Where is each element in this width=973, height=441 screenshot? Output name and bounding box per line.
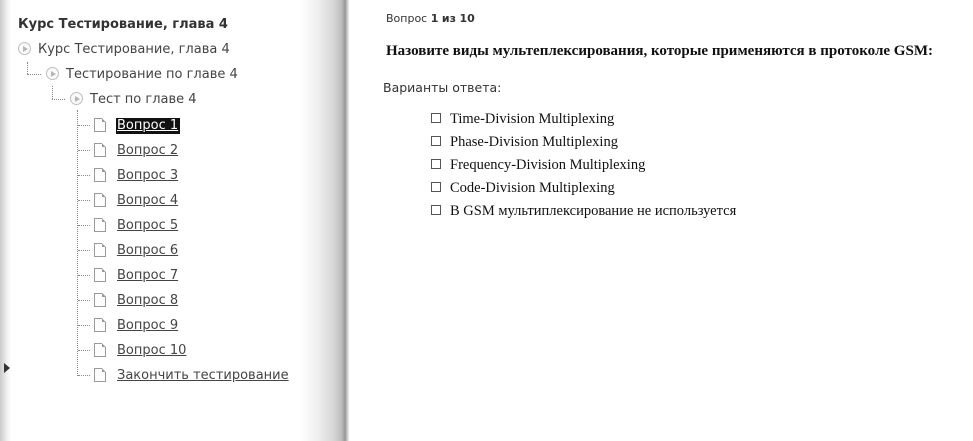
question-text: Назовите виды мультеплексирования, которые применяются в протоколе GSM:: [386, 43, 933, 59]
answer-label[interactable]: Time-Division Multiplexing: [450, 111, 615, 127]
tree-connector: [78, 150, 90, 151]
tree-connector: [78, 250, 90, 251]
play-circle-icon: [18, 42, 31, 55]
tree-connector: [78, 325, 90, 326]
answer-label[interactable]: Code-Division Multiplexing: [450, 180, 615, 196]
question-link-4[interactable]: Вопрос 4: [117, 193, 179, 208]
question-link-2[interactable]: Вопрос 2: [117, 143, 179, 158]
tree-connector: [78, 375, 90, 376]
answer-checkbox[interactable]: [431, 205, 441, 215]
question-link-7[interactable]: Вопрос 7: [117, 268, 179, 283]
answer-label[interactable]: Phase-Division Multiplexing: [450, 134, 618, 150]
document-icon: [94, 368, 106, 382]
tree-connector: [78, 225, 90, 226]
tree-node-test[interactable]: Тест по главе 4: [90, 92, 197, 107]
tree-connector: [52, 99, 65, 100]
document-icon: [94, 293, 106, 307]
tree-connector: [78, 275, 90, 276]
answer-label[interactable]: В GSM мультиплексирование не используется: [450, 203, 737, 219]
tree-connector: [78, 125, 90, 126]
answer-label[interactable]: Frequency-Division Multiplexing: [450, 157, 646, 173]
document-icon: [94, 343, 106, 357]
counter-current: 1: [430, 12, 439, 25]
collapse-arrow-icon[interactable]: [4, 363, 10, 373]
tree-connector: [27, 62, 28, 74]
answer-checkbox[interactable]: [431, 113, 441, 123]
answer-checkbox[interactable]: [431, 159, 441, 169]
tree-connector: [27, 74, 41, 75]
answers-label: Варианты ответа:: [383, 80, 502, 95]
question-link-3[interactable]: Вопрос 3: [117, 168, 179, 183]
document-icon: [94, 193, 106, 207]
document-icon: [94, 318, 106, 332]
document-icon: [94, 243, 106, 257]
panel-left-edge: [0, 0, 11, 441]
tree-connector: [78, 300, 90, 301]
play-circle-icon: [70, 92, 83, 105]
panel-shadow: [300, 0, 345, 441]
question-panel: [349, 0, 973, 441]
document-icon: [94, 168, 106, 182]
play-circle-icon: [46, 67, 59, 80]
tree-connector: [78, 175, 90, 176]
question-counter: [386, 12, 475, 25]
tree-connector: [52, 86, 53, 99]
question-link-6[interactable]: Вопрос 6: [117, 243, 179, 258]
question-link-5[interactable]: Вопрос 5: [117, 218, 179, 233]
document-icon: [94, 218, 106, 232]
answer-checkbox[interactable]: [431, 182, 441, 192]
question-link-8[interactable]: Вопрос 8: [117, 293, 179, 308]
document-icon: [94, 268, 106, 282]
tree-node-chapter[interactable]: Тестирование по главе 4: [66, 67, 238, 82]
counter-total: 10: [459, 12, 475, 25]
document-icon: [94, 118, 106, 132]
answer-checkbox[interactable]: [431, 136, 441, 146]
question-link-9[interactable]: Вопрос 9: [117, 318, 179, 333]
question-link-10[interactable]: Вопрос 10: [117, 343, 187, 358]
tree-title: Курс Тестирование, глава 4: [18, 17, 228, 32]
finish-test-link[interactable]: Закончить тестирование: [117, 368, 289, 383]
document-icon: [94, 143, 106, 157]
question-link-1[interactable]: Вопрос 1: [117, 118, 179, 133]
tree-connector: [78, 350, 90, 351]
counter-prefix: Вопрос: [386, 12, 428, 25]
tree-connector: [78, 200, 90, 201]
counter-separator: из: [441, 12, 456, 25]
course-tree-panel: [0, 0, 345, 441]
tree-node-course[interactable]: Курс Тестирование, глава 4: [38, 42, 230, 57]
